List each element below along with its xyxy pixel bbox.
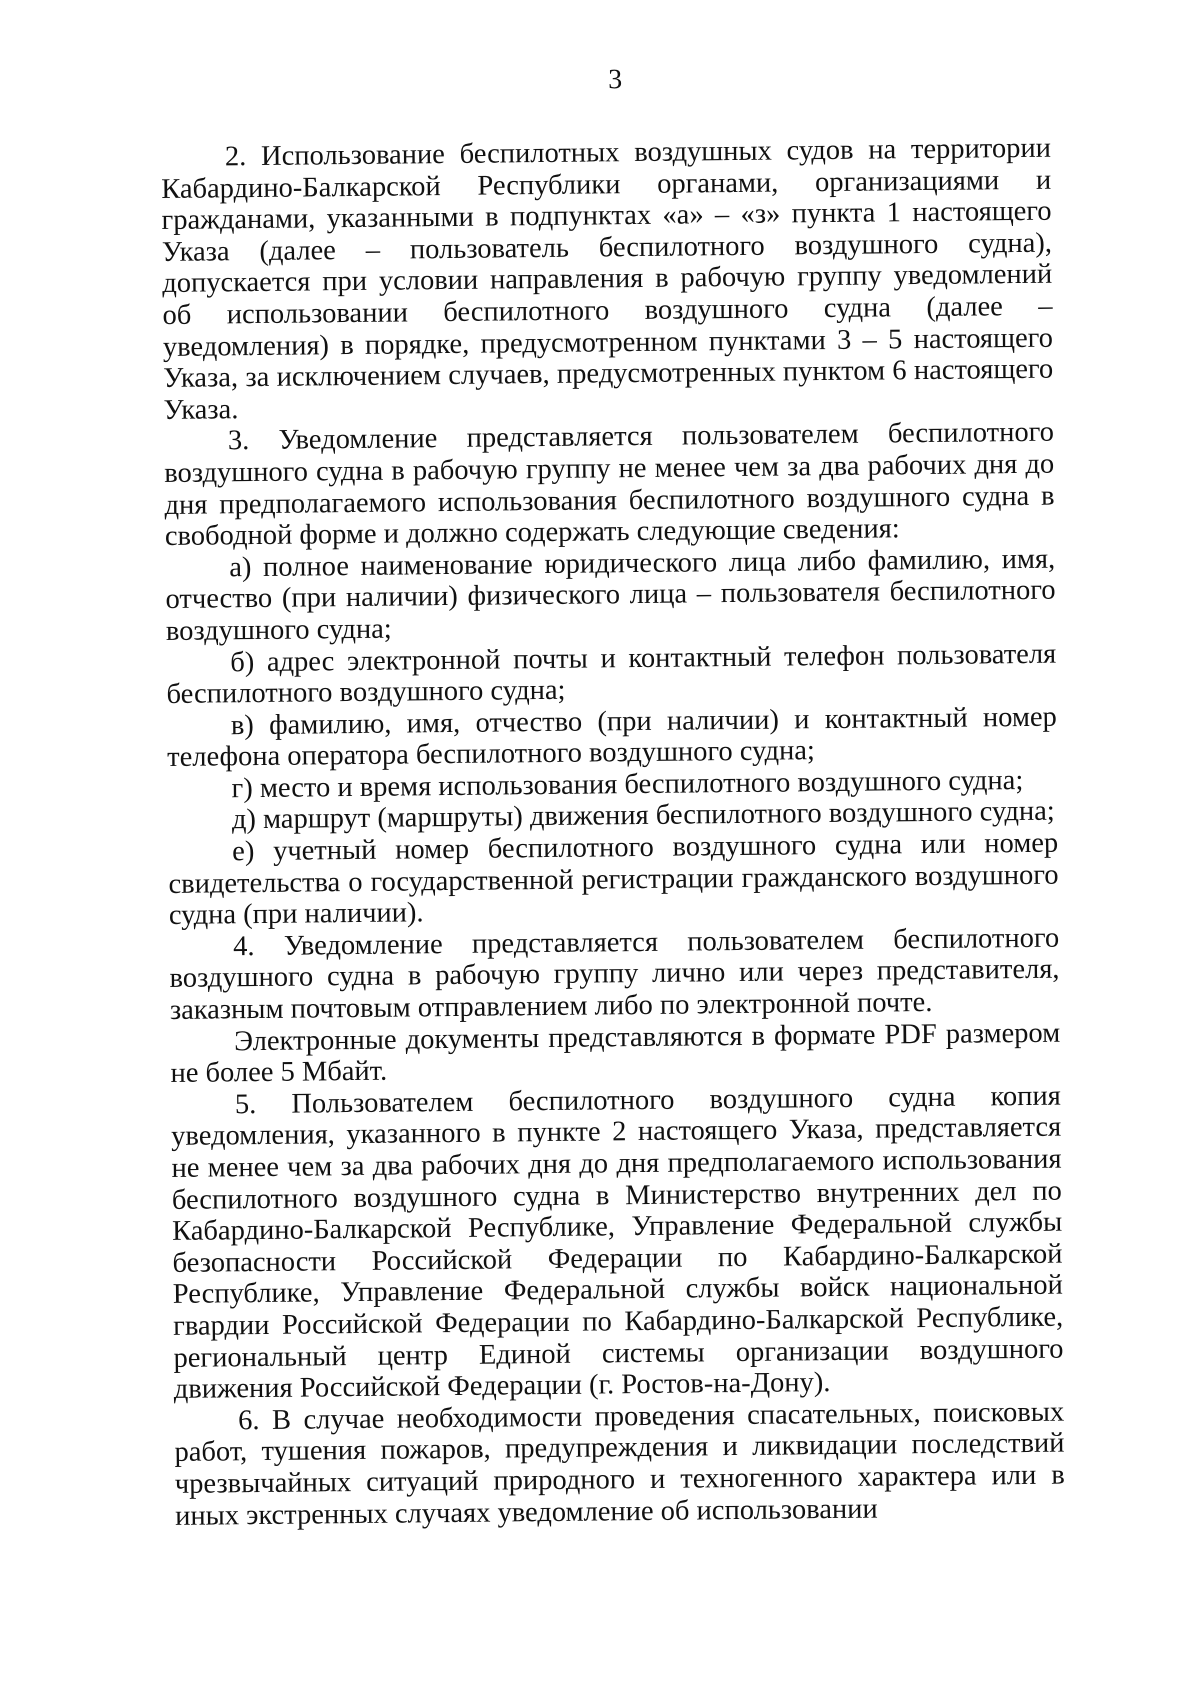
paragraph-3-v: в) фамилию, имя, отчество (при наличии) и контактный номер телефона оператора беспилотного воздушного судна; bbox=[167, 701, 1058, 774]
paragraph-3-b: б) адрес электронной почты и контактный телефон пользователя беспилотного воздушного судна; bbox=[166, 638, 1057, 711]
paragraph-3-g: г) место и время использования беспилотного воздушного судна; bbox=[231, 764, 1024, 805]
paragraph-3: 3. Уведомление представляется пользователем беспилотного воздушного судна в рабочую группу не менее чем за два рабочих дня до дня предполагаемого использования беспилотного воздушного судна в свободной форме и должно содержать следующие сведения: bbox=[164, 417, 1055, 553]
paragraph-3-d: д) маршрут (маршруты) движения беспилотного воздушного судна; bbox=[231, 796, 1055, 836]
document-page bbox=[160, 59, 1065, 1532]
page-number: 3 bbox=[607, 64, 623, 96]
paragraph-4: 4. Уведомление представляется пользователем беспилотного воздушного судна в рабочую группу лично или через представителя, заказным почтовым отправлением либо по электронной почте. bbox=[169, 922, 1060, 1026]
paragraph-6: 6. В случае необходимости проведения спасательных, поисковых работ, тушения пожаров, предупреждения и ликвидации последствий чрезвычайных ситуаций природного и техногенного характера или в иных экстренных случаях уведомление об использовании bbox=[174, 1396, 1065, 1532]
paragraph-5: 5. Пользователем беспилотного воздушного судна копия уведомления, указанного в пункте 2 настоящего Указа, представляется не менее чем за два рабочих дня до дня предполагаемого использования беспилотного воздушного судна в Министерство внутренних дел по Кабардино-Балкарской Республике, Управление Федеральной службы безопасности Российской Федерации по Кабардино-Балкарской Республике, Управление Федеральной службы войск национальной гвардии Российской Федерации по Кабардино-Балкарской Республике, региональный центр Единой системы организации воздушного движения Российской Федерации (г. Ростов-на-Дону). bbox=[171, 1080, 1064, 1406]
paragraph-4-electronic: Электронные документы представляются в формате PDF размером не более 5 Мбайт. bbox=[170, 1017, 1061, 1090]
paragraph-2: 2. Использование беспилотных воздушных судов на территории Кабардино-Балкарской Республики органами, организациями и гражданами, указанными в подпунктах «а» – «з» пункта 1 настоящего Указа (далее – пользователь беспилотного воздушного судна), допускается при условии направления в рабочую группу уведомлений об использовании беспилотного воздушного судна (далее – уведомления) в порядке, предусмотренном пунктами 3 – 5 настоящего Указа, за исключением случаев, предусмотренных пунктом 6 настоящего Указа. bbox=[161, 132, 1054, 426]
paragraph-3-a: а) полное наименование юридического лица либо фамилию, имя, отчество (при наличии) физического лица – пользователя беспилотного воздушного судна; bbox=[165, 543, 1056, 647]
paragraph-3-e: е) учетный номер беспилотного воздушного судна или номер свидетельства о государственной регистрации гражданского воздушного судна (при наличии). bbox=[168, 827, 1059, 932]
